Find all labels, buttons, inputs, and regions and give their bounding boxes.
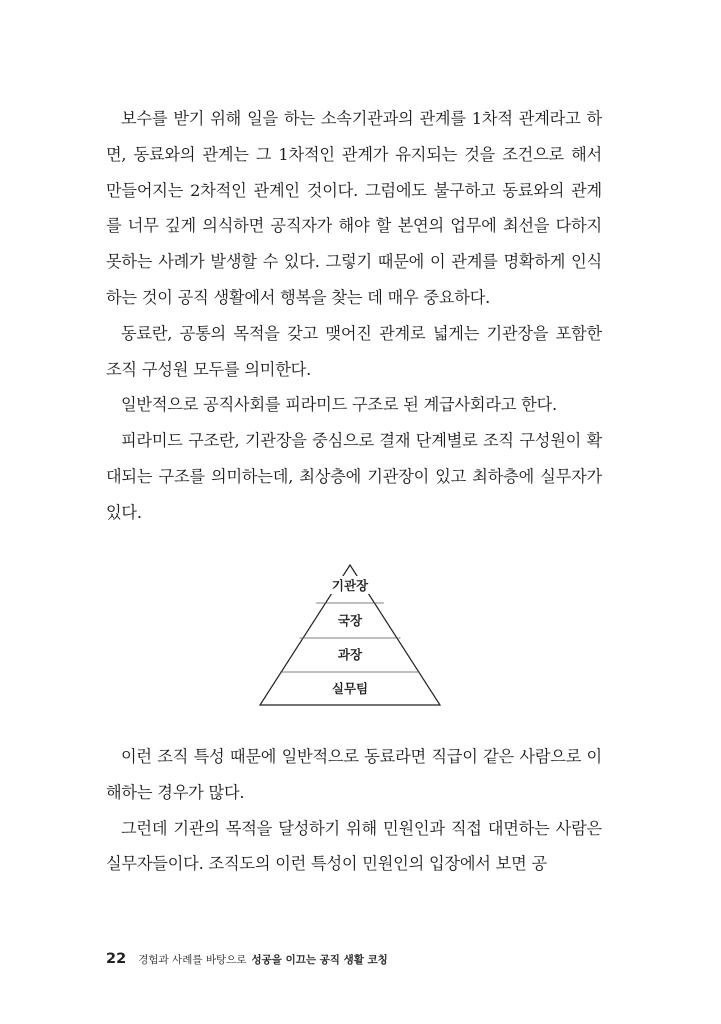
paragraph <box>106 316 602 388</box>
paragraph <box>106 423 602 530</box>
paragraph <box>106 811 602 883</box>
book-title-plain: 경험과 사례를 바탕으로 <box>138 954 247 966</box>
paragraph <box>106 101 602 316</box>
body-text-top <box>106 101 602 531</box>
page-number: 22 <box>106 951 127 967</box>
paragraph <box>106 387 602 423</box>
pyramid-level-label: 기관장 <box>331 578 369 593</box>
page-footer <box>106 948 388 967</box>
paragraph-text: 일반적으로 공직사회를 피라미드 구조로 된 계급사회라고 한다. <box>121 395 557 415</box>
pyramid-diagram <box>255 562 445 710</box>
paragraph-text: 보수를 받기 위해 일을 하는 소속기관과의 관계를 1차적 관계라고 하면, 동료와의 관계는 그 1차적인 관계가 유지되는 것을 조건으로 해서 만들어지는 2차적인 관계인 것이다. 그럼에도 불구하고 동료와의 관계를 너무 깊게 의식하면 공직자가 해야 할 본연의 업무에 최선을 다하지 못하는 사례가 발생할 수 있다. 그렇기 때문에 이 관계를 명확하게 인식하는 것이 공직 생활에서 행복을 찾는 데 매우 중요하다. <box>106 109 602 307</box>
paragraph <box>106 739 602 811</box>
paragraph-text: 피라미드 구조란, 기관장을 중심으로 결재 단계별로 조직 구성원이 확대되는 구조를 의미하는데, 최상층에 기관장이 있고 최하층에 실무자가 있다. <box>106 431 602 522</box>
book-title-bold: 성공을 이끄는 공직 생활 코칭 <box>251 954 388 966</box>
pyramid-level-label: 국장 <box>337 613 363 628</box>
paragraph-text: 동료란, 공통의 목적을 갖고 맺어진 관계로 넓게는 기관장을 포함한 조직 구성원 모두를 의미한다. <box>106 323 602 379</box>
pyramid-level-label: 과장 <box>337 647 363 662</box>
paragraph-text: 이런 조직 특성 때문에 일반적으로 동료라면 직급이 같은 사람으로 이해하는 경우가 많다. <box>106 747 602 802</box>
body-text-bottom <box>106 739 602 882</box>
pyramid-level-label: 실무팀 <box>331 681 369 696</box>
paragraph-text: 그런데 기관의 목적을 달성하기 위해 민원인과 직접 대면하는 사람은 실무자들이다. 조직도의 이런 특성이 민원인의 입장에서 보면 공 <box>106 818 602 874</box>
